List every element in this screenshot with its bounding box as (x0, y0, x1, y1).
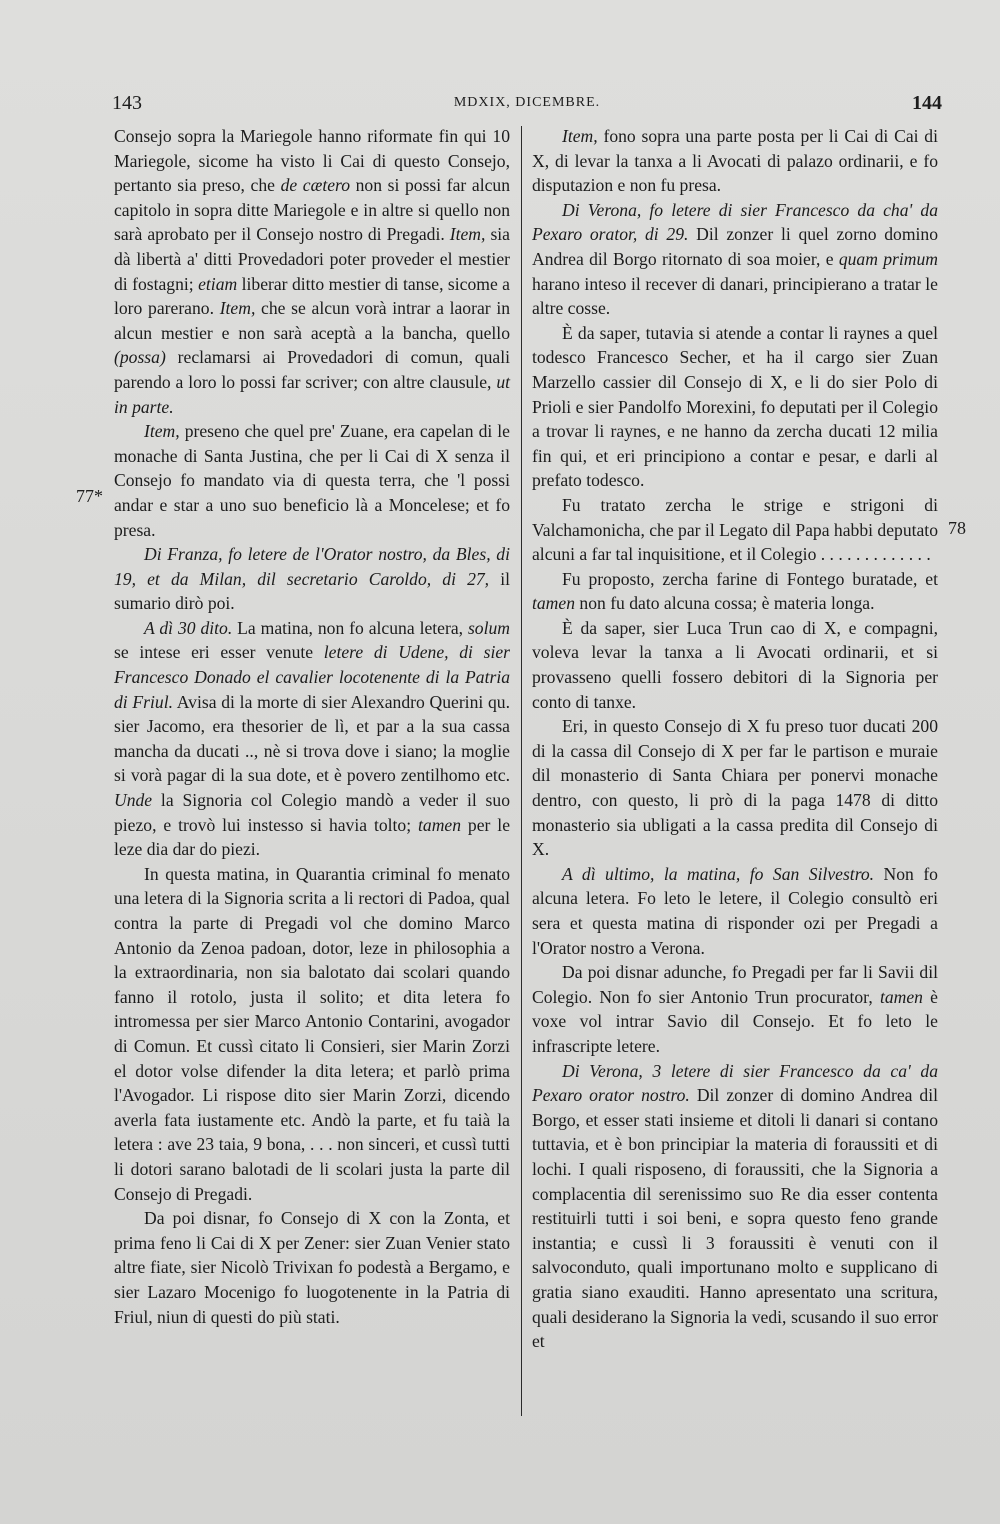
paragraph: Fu tratato zercha le strige e strigoni di Valchamonicha, che par il Legato dil Papa habbi deputato alcuni a far tal inquisitione, et il Colegio . . . . . . . . . . . . . (532, 494, 938, 565)
paragraph: A dì ultimo, la matina, fo San Silvestro. Non fo alcuna letera. Fo leto le letere, il Colegio consultò eri sera et questa matina di risponder ozi per Pregadi a l'Orator nostro a Verona. (532, 863, 938, 958)
paragraph: Fu proposto, zercha farine di Fontego buratade, et tamen non fu dato alcuna cossa; è materia longa. (532, 568, 938, 614)
page-header (112, 92, 942, 116)
paragraph: Eri, in questo Consejo di X fu preso tuor ducati 200 di la cassa dil Consejo di X per far le partison e muraie dil monasterio di Santa Chiara per ponervi monache dentro, con questo, li prò di la paga 1478 di ditto monasterio sia ubligati a la cassa predita dil Consejo di X. (532, 716, 938, 860)
paragraph: È da saper, tutavia si atende a contar li raynes a quel todesco Francesco Secher, et ha il cargo sier Zuan Marzello cassier dil Consejo di X, e li do sier Polo di Prioli e sier Pandolfo Morexini, fo deputati per il Colegio a trovar li raynes, e ne hanno da zercha ducati 12 milia fin qui, et eri principiono a contar e pesar, e darli al prefato todesco. (532, 322, 938, 491)
paragraph: È da saper, sier Luca Trun cao di X, e compagni, voleva levar la tanxa a li Avocati ordinarii, et si provasseno quelli fossero debitori di la Signoria per conto di tanxe. (532, 617, 938, 712)
paragraph: Da poi disnar, fo Consejo di X con la Zonta, et prima feno li Cai di X per Zener: sier Zuan Venier stato altre fiate, sier Nicolò Trivixan fo podestà a Bergamo, e sier Lazaro Mocenigo fo luogotenente in la Patria di Friul, niun di questi do più stati. (114, 1208, 510, 1327)
margin-number-left: 77* (76, 486, 103, 506)
paragraph: Item, fono sopra una parte posta per li Cai di Cai di X, di levar la tanxa a li Avocati di palazo ordinarii, e fo disputazion e non fu presa. (532, 126, 938, 196)
paragraph: Item, preseno che quel pre' Zuane, era capelan di le monache di Santa Justina, che per li Cai di X senza il Consejo fo mandato via di questa terra, che 'l possi andar e star a uno suo beneficio là a Moncelese; et fo presa. (114, 421, 510, 540)
paragraph: Consejo sopra la Mariegole hanno riformate fin qui 10 Mariegole, sicome ha visto li Cai di questo Consejo, pertanto sia preso, che de cætero non si possi far alcun capitolo in sopra ditte Mariegole e in altre si quello non sarà aprobato per il Consejo nostro di Pregadi. Item, sia dà libertà a' ditti Provedadori poter proveder el mestier di fostagni; etiam liberar ditto mestier di tanse, sicome a loro parerano. Item, che se alcun vorà intrar a laorar in alcun mestier e non sarà aceptà a la bancha, quello (possa) reclamarsi ai Provedadori di comun, quali parendo a loro lo possi far scriver; con altre clausule, ut in parte. (114, 126, 511, 417)
right-column (532, 124, 938, 1354)
margin-number-right: 78 (948, 518, 966, 538)
paragraph: Di Franza, fo letere de l'Orator nostro, da Bles, di 19, et da Milan, dil secretario Caroldo, di 27, il sumario dirò poi. (114, 544, 510, 614)
paragraph: Di Verona, fo letere di sier Francesco da cha' da Pexaro orator, di 29. Dil zonzer li quel zorno domino Andrea dil Borgo ritornato di soa moier, e quam primum harano inteso il recever di danari, principierano a tratar le altre cosse. (532, 199, 938, 319)
right-page-number: 144 (912, 92, 942, 114)
column-divider (521, 126, 522, 1416)
paragraph: In questa matina, in Quarantia criminal fo menato una letera di la Signoria scrita a li rectori di Padoa, qual contra la parte di Pregadi vol che domino Marco Antonio da Zenoa padoan, dotor, leze in philosophia a la extraordinaria, non sia balotato dai scolari quando fanno il rotolo, justa il solito; et dita letera fo intromessa per sier Marco Antonio Contarini, avogador di Comun. Et cussì citato li Consieri, sier Marin Zorzi el dotor volse difender la dita letera; et parlò prima l'Avogador. Li rispose dito sier Marin Zorzi, dicendo averla fata iustamente etc. Andò la parte, et fu taià la letera : ave 23 taia, 9 bona, . . . non sinceri, et cussì tutti li dotori sarano balotadi de li scolari justa la parte dil Consejo di Pregadi. (114, 863, 510, 1204)
left-column (114, 124, 510, 1329)
running-title: MDXIX, DICEMBRE. (453, 95, 601, 110)
paragraph: Da poi disnar adunche, fo Pregadi per far li Savii dil Colegio. Non fo sier Antonio Trun procurator, tamen è voxe vol intrar Savio dil Consejo. Et fo leto le infrascripte letere. (532, 962, 938, 1056)
paragraph: Di Verona, 3 letere di sier Francesco da ca' da Pexaro orator nostro. Dil zonzer di domino Andrea dil Borgo, et esser stati insieme et ditoli li danari si contano tuttavia, et è bon principiar la materia di foraussiti et di lochi. I quali risposeno, di foraussiti, che la Signoria a complacentia dil serenissimo suo Re dia esser contenta restituirli tutti i soi beni, e sopra questo feno grande instantia; e cussì li 3 foraussiti è venuti con il salvoconduto, quali importunano molto e supplicano di gratia siano exauditi. Hanno apresentato una scritura, quali desiderano la Signoria la vedi, scusando il suo error et (532, 1060, 939, 1352)
left-page-number: 143 (112, 92, 142, 114)
paragraph: A dì 30 dito. La matina, non fo alcuna letera, solum se intese eri esser venute letere di Udene, di sier Francesco Donado el cavalier locotenente di la Patria di Friul. Avisa di la morte di sier Alexandro Querini qu. sier Jacomo, era thesorier de lì, et par a la sua cassa mancha da ducati .., nè si trova dove i siano; la moglie si vorà pagar di la sua dote, et è povero zentilhomo etc. Unde la Signoria col Colegio mandò a veder il suo piezo, e trovò lui instesso si havia tolto; tamen per le leze dia dar do piezi. (114, 617, 510, 860)
